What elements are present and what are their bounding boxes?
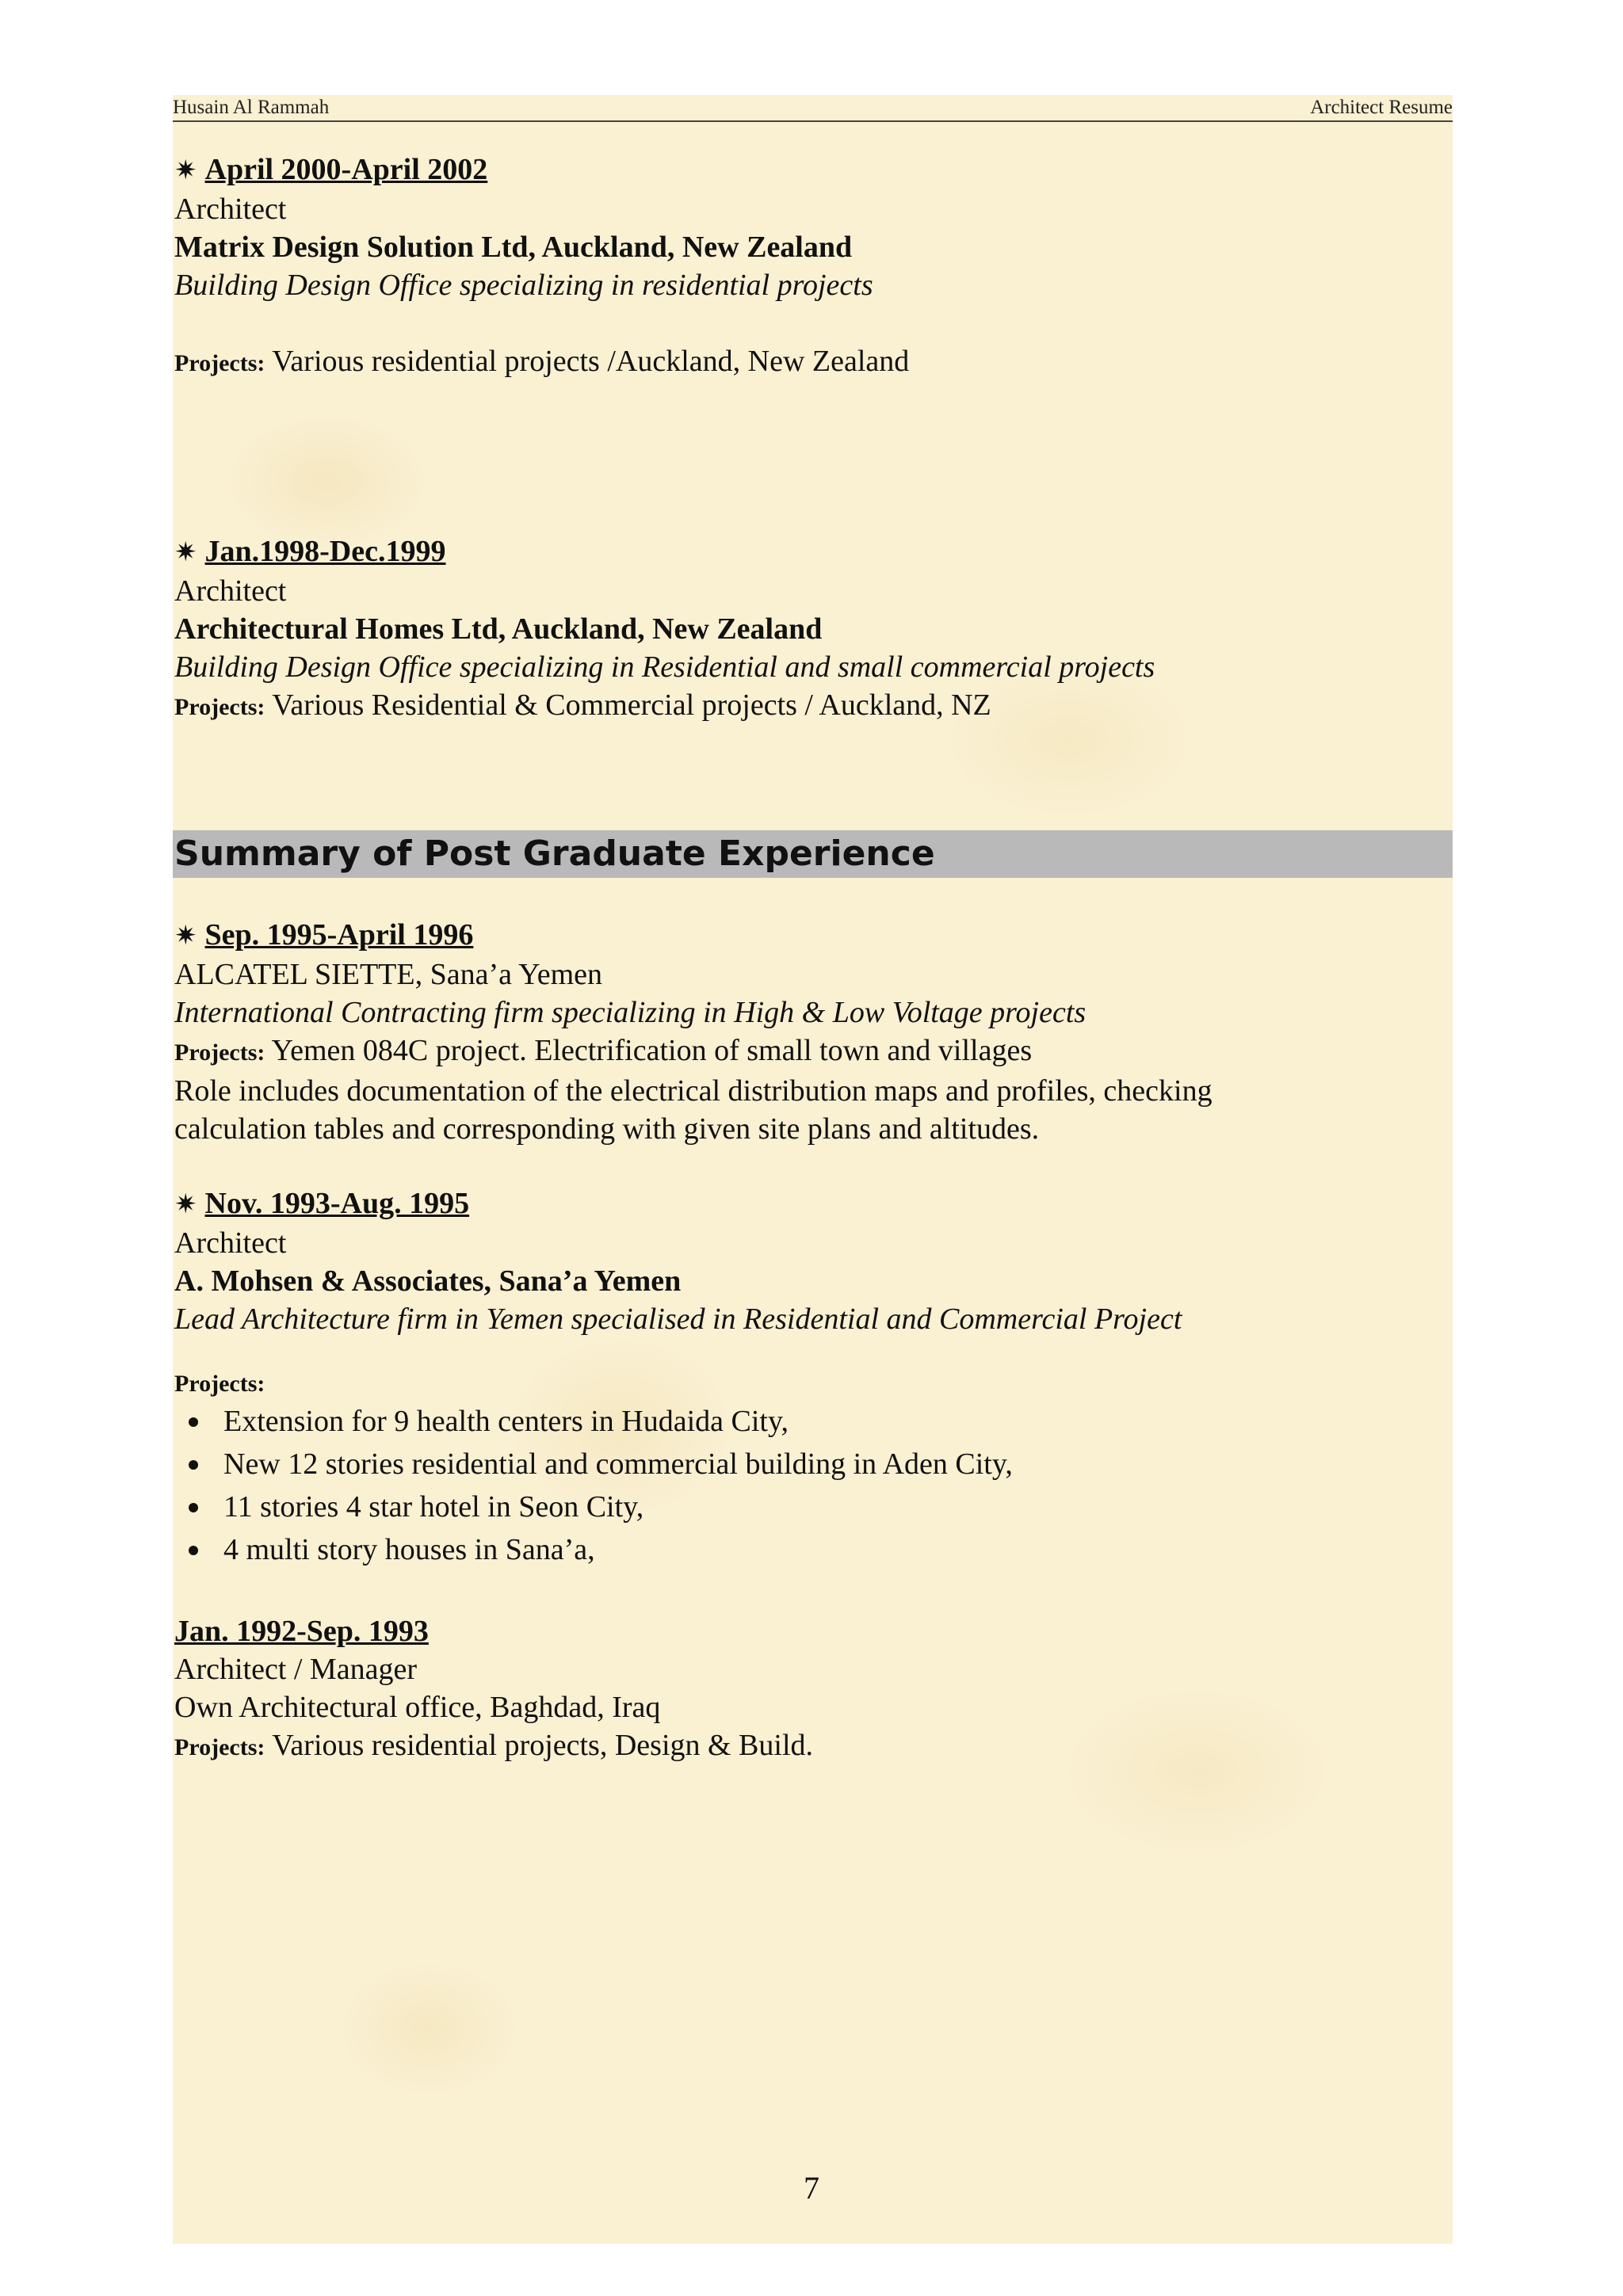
list-item-text: 4 multi story houses in Sana’a,: [223, 1533, 595, 1566]
entry-projects: [174, 686, 1155, 727]
entry-description: Building Design Office specializing in residential projects: [174, 269, 873, 302]
entry-company: A. Mohsen & Associates, Sana’a Yemen: [174, 1264, 682, 1298]
projects-label: Projects:: [174, 1371, 265, 1397]
entry-company: Architectural Homes Ltd, Auckland, New Zealand: [174, 612, 823, 646]
entry-date-line: [174, 532, 1155, 572]
entry-date: Jan.1998-Dec.1999: [204, 535, 446, 568]
entry-company: ALCATEL SIETTE, Sana’a Yemen: [174, 958, 602, 991]
page-background: [173, 95, 1453, 2244]
entry-description: Lead Architecture firm in Yemen specialised in Residential and Commercial Project: [174, 1302, 1182, 1336]
entry-role: Architect: [174, 574, 287, 608]
section-title: Summary of Post Graduate Experience: [174, 833, 935, 874]
projects-label: Projects:: [174, 694, 265, 720]
entry-architectural-homes: [174, 532, 1155, 727]
list-item-text: Extension for 9 health centers in Hudaida City,: [223, 1405, 789, 1438]
entry-date: Sep. 1995-April 1996: [204, 918, 474, 952]
entry-projects: [174, 1726, 813, 1767]
star-bullet-icon: ✷: [174, 538, 197, 567]
entry-role-description: Role includes documentation of the electrical distribution maps and profiles, checking: [174, 1074, 1212, 1108]
entry-role: Architect: [174, 193, 287, 226]
bullet-dot-icon: [189, 1546, 198, 1555]
entry-own-office: [174, 1612, 813, 1767]
entry-date-line: [174, 1184, 1182, 1224]
list-item-text: New 12 stories residential and commercial building in Aden City,: [223, 1447, 1013, 1481]
bullet-dot-icon: [189, 1503, 198, 1512]
entry-role: Architect: [174, 1226, 287, 1260]
entry-date: Jan. 1992-Sep. 1993: [174, 1615, 429, 1648]
page-number: 7: [804, 2170, 819, 2206]
projects-label: Projects:: [174, 1039, 265, 1066]
header-document-title: Architect Resume: [1310, 97, 1453, 118]
entry-projects: [174, 342, 909, 383]
entry-projects: [174, 1032, 1212, 1072]
bullet-dot-icon: [189, 1417, 198, 1427]
entry-date-line: [174, 916, 1212, 955]
list-item-text: 11 stories 4 star hotel in Seon City,: [223, 1490, 644, 1524]
star-bullet-icon: ✷: [174, 156, 197, 185]
entry-role: Architect / Manager: [174, 1653, 417, 1686]
entry-description: International Contracting firm specializing in High & Low Voltage projects: [174, 996, 1086, 1029]
projects-text: Various residential projects /Auckland, New Zealand: [265, 345, 910, 378]
list-item: [174, 1400, 1182, 1443]
projects-text: Yemen 084C project. Electrification of small town and villages: [265, 1034, 1033, 1067]
entry-description: Building Design Office specializing in Residential and small commercial projects: [174, 650, 1155, 684]
star-bullet-icon: ✷: [174, 1190, 197, 1219]
projects-list: [174, 1400, 1182, 1571]
projects-text: Various residential projects, Design & Build.: [265, 1729, 814, 1762]
page-header: [173, 97, 1453, 122]
entry-date-line: [174, 151, 909, 190]
list-item: [174, 1528, 1182, 1571]
entry-date: April 2000-April 2002: [204, 153, 488, 186]
entry-company: Matrix Design Solution Ltd, Auckland, New Zealand: [174, 231, 853, 264]
entry-a-mohsen: [174, 1184, 1182, 1571]
bullet-dot-icon: [189, 1460, 198, 1470]
header-author: Husain Al Rammah: [173, 97, 330, 118]
entry-role-description-cont: calculation tables and corresponding with given site plans and altitudes.: [174, 1112, 1040, 1146]
star-bullet-icon: ✷: [174, 921, 197, 951]
entry-company: Own Architectural office, Baghdad, Iraq: [174, 1691, 661, 1724]
entry-alcatel-siette: [174, 916, 1212, 1148]
projects-label: Projects:: [174, 1734, 265, 1760]
entry-date: Nov. 1993-Aug. 1995: [204, 1187, 470, 1220]
section-heading-post-graduate: [173, 830, 1453, 878]
list-item: [174, 1443, 1182, 1486]
projects-label: Projects:: [174, 350, 265, 376]
list-item: [174, 1486, 1182, 1528]
entry-matrix-design: [174, 151, 909, 383]
projects-text: Various Residential & Commercial projects / Auckland, NZ: [265, 688, 991, 722]
